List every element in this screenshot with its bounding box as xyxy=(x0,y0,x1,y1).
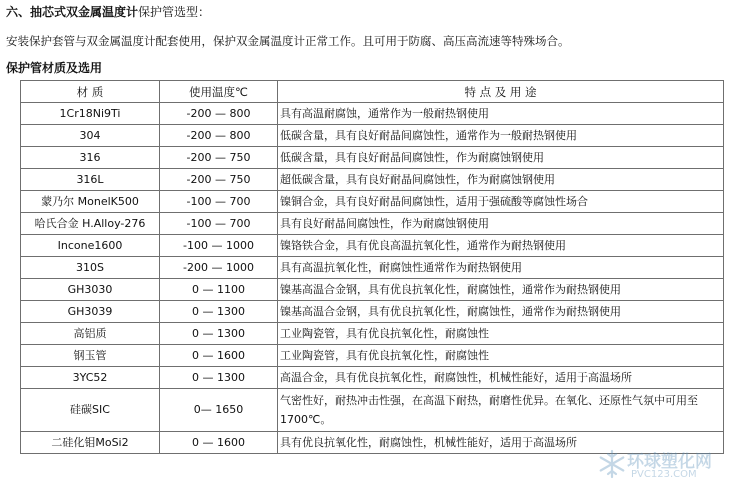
cell-material: 310S xyxy=(21,257,160,279)
table-subheading: 保护管材质及选用 xyxy=(6,61,103,75)
cell-feature: 超低碳含量，具有良好耐晶间腐蚀性，作为耐腐蚀钢使用 xyxy=(278,169,724,191)
cell-temperature: -200 — 750 xyxy=(160,169,278,191)
table-row xyxy=(21,279,724,301)
cell-feature: 工业陶瓷管，具有优良抗氧化性，耐腐蚀性 xyxy=(278,323,724,345)
table-row xyxy=(21,367,724,389)
material-spec-table xyxy=(20,80,724,454)
cell-feature: 具有高温抗氧化性，耐腐蚀性通常作为耐热钢使用 xyxy=(278,257,724,279)
cell-feature: 低碳含量，具有良好耐晶间腐蚀性，作为耐腐蚀钢使用 xyxy=(278,147,724,169)
table-row xyxy=(21,169,724,191)
cell-feature: 镍铬铁合金，具有优良高温抗氧化性，通常作为耐热钢使用 xyxy=(278,235,724,257)
cell-material: 蒙乃尔 MonelK500 xyxy=(21,191,160,213)
snowflake-logo-icon xyxy=(597,449,627,479)
cell-feature: 镍铜合金，具有良好耐晶间腐蚀性，适用于强硫酸等腐蚀性场合 xyxy=(278,191,724,213)
cell-material: GH3039 xyxy=(21,301,160,323)
intro-paragraph: 安装保护套管与双金属温度计配套使用，保护双金属温度计正常工作。且可用于防腐、高压高流速等特殊场合。 xyxy=(6,34,570,48)
cell-material: 3YC52 xyxy=(21,367,160,389)
cell-material: 哈氏合金 H.Alloy-276 xyxy=(21,213,160,235)
cell-temperature: 0— 1650 xyxy=(160,389,278,432)
cell-feature: 镍基高温合金钢，具有优良抗氧化性，耐腐蚀性，通常作为耐热钢使用 xyxy=(278,279,724,301)
cell-temperature: 0 — 1600 xyxy=(160,345,278,367)
table-row xyxy=(21,323,724,345)
watermark-url: PVC123.COM xyxy=(631,469,697,480)
cell-feature: 气密性好，耐热冲击性强，在高温下耐热，耐磨性优异。在氧化、还原性气氛中可用至1700℃。 xyxy=(278,389,724,432)
cell-feature: 工业陶瓷管，具有优良抗氧化性，耐腐蚀性 xyxy=(278,345,724,367)
section-heading-rest: 保护管选型： xyxy=(138,5,211,19)
cell-temperature: 0 — 1300 xyxy=(160,367,278,389)
cell-material: 304 xyxy=(21,125,160,147)
table-header-row xyxy=(21,81,724,103)
cell-material: GH3030 xyxy=(21,279,160,301)
cell-temperature: -200 — 750 xyxy=(160,147,278,169)
cell-material: 316L xyxy=(21,169,160,191)
table-row xyxy=(21,235,724,257)
cell-temperature: 0 — 1100 xyxy=(160,279,278,301)
table-row xyxy=(21,345,724,367)
table-row xyxy=(21,191,724,213)
site-watermark xyxy=(597,445,729,485)
cell-temperature: -100 — 700 xyxy=(160,213,278,235)
cell-temperature: 0 — 1300 xyxy=(160,301,278,323)
cell-temperature: -100 — 700 xyxy=(160,191,278,213)
table-row xyxy=(21,213,724,235)
cell-feature: 镍基高温合金钢，具有优良抗氧化性，耐腐蚀性，通常作为耐热钢使用 xyxy=(278,301,724,323)
cell-material: 高铝质 xyxy=(21,323,160,345)
section-heading xyxy=(6,4,210,20)
header-features: 特 点 及 用 途 xyxy=(278,81,724,103)
cell-feature: 高温合金，具有优良抗氧化性，耐腐蚀性，机械性能好，适用于高温场所 xyxy=(278,367,724,389)
table-row xyxy=(21,103,724,125)
cell-material: 钢玉管 xyxy=(21,345,160,367)
watermark-text: 环球塑化网 xyxy=(627,452,712,472)
header-material: 材 质 xyxy=(21,81,160,103)
cell-temperature: -200 — 800 xyxy=(160,125,278,147)
cell-material: 硅碳SIC xyxy=(21,389,160,432)
cell-material: 二硅化钼MoSi2 xyxy=(21,432,160,454)
table-row xyxy=(21,257,724,279)
cell-material: 1Cr18Ni9Ti xyxy=(21,103,160,125)
section-heading-bold: 六、抽芯式双金属温度计 xyxy=(6,5,139,19)
table-row xyxy=(21,125,724,147)
cell-feature: 具有良好耐晶间腐蚀性，作为耐腐蚀钢使用 xyxy=(278,213,724,235)
cell-temperature: 0 — 1600 xyxy=(160,432,278,454)
cell-temperature: -200 — 800 xyxy=(160,103,278,125)
cell-temperature: -200 — 1000 xyxy=(160,257,278,279)
cell-feature: 具有高温耐腐蚀，通常作为一般耐热钢使用 xyxy=(278,103,724,125)
cell-temperature: -100 — 1000 xyxy=(160,235,278,257)
cell-feature: 低碳含量，具有良好耐晶间腐蚀性，通常作为一般耐热钢使用 xyxy=(278,125,724,147)
cell-material: Incone1600 xyxy=(21,235,160,257)
cell-feature: 具有优良抗氧化性，耐腐蚀性，机械性能好，适用于高温场所 xyxy=(278,432,724,454)
table-row xyxy=(21,147,724,169)
header-temperature: 使用温度℃ xyxy=(160,81,278,103)
table-row xyxy=(21,301,724,323)
cell-material: 316 xyxy=(21,147,160,169)
cell-temperature: 0 — 1300 xyxy=(160,323,278,345)
table-row xyxy=(21,389,724,432)
